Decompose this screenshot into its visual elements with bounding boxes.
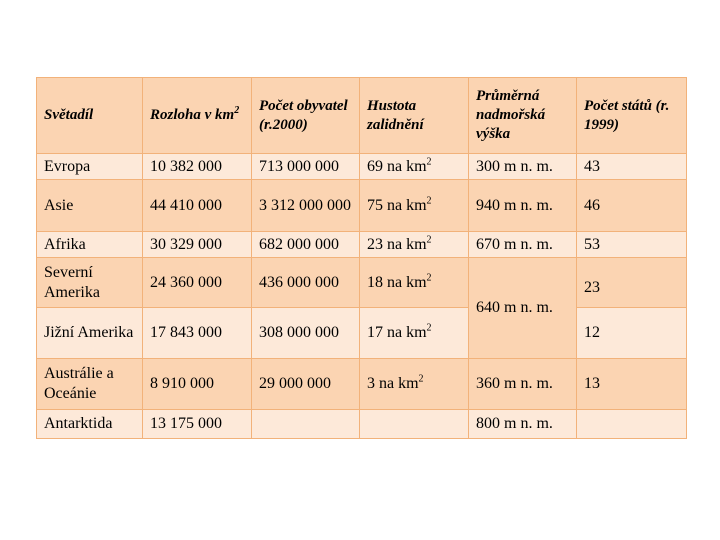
header-altitude: Průměrná nadmořská výška [469, 78, 577, 154]
cell-density: 3 na $km^2$ [360, 359, 469, 410]
cell-states: 12 [577, 308, 687, 359]
cell-continent: Antarktida [37, 410, 143, 439]
cell-population: 682 000 000 [252, 232, 360, 258]
cell-density: 23 na $km^2$ [360, 232, 469, 258]
cell-population-empty [252, 410, 360, 439]
cell-area: 17 843 000 [143, 308, 252, 359]
header-row [37, 78, 687, 154]
table-row [37, 180, 687, 232]
cell-states-empty [577, 410, 687, 439]
table-row [37, 232, 687, 258]
cell-continent: Austrálie a Oceánie [37, 359, 143, 410]
cell-altitude-americas: 640 m n. m. [469, 258, 577, 359]
cell-altitude: 670 m n. m. [469, 232, 577, 258]
cell-altitude: 300 m n. m. [469, 154, 577, 180]
cell-density: 75 na $km^2$ [360, 180, 469, 232]
cell-population: 308 000 000 [252, 308, 360, 359]
header-continent: Světadíl [37, 78, 143, 154]
cell-altitude: 940 m n. m. [469, 180, 577, 232]
cell-states: 13 [577, 359, 687, 410]
cell-area: 24 360 000 [143, 258, 252, 308]
header-area: Rozloha v $km^2$ [143, 78, 252, 154]
cell-states: 23 [577, 258, 687, 308]
header-states: Počet států (r. 1999) [577, 78, 687, 154]
cell-continent: Asie [37, 180, 143, 232]
table-row [37, 308, 687, 359]
cell-population: 713 000 000 [252, 154, 360, 180]
header-density: Hustota zalidnění [360, 78, 469, 154]
table-row [37, 154, 687, 180]
cell-altitude: 360 m n. m. [469, 359, 577, 410]
cell-density: 69 na $km^2$ [360, 154, 469, 180]
cell-continent: Afrika [37, 232, 143, 258]
cell-density-empty [360, 410, 469, 439]
cell-altitude: 800 m n. m. [469, 410, 577, 439]
continents-table [36, 77, 687, 439]
cell-density: 18 na $km^2$ [360, 258, 469, 308]
cell-continent: Jižní Amerika [37, 308, 143, 359]
cell-population: 29 000 000 [252, 359, 360, 410]
cell-states: 53 [577, 232, 687, 258]
cell-area: 13 175 000 [143, 410, 252, 439]
cell-area: 8 910 000 [143, 359, 252, 410]
cell-continent: Evropa [37, 154, 143, 180]
cell-density: 17 na $km^2$ [360, 308, 469, 359]
cell-population: 3 312 000 000 [252, 180, 360, 232]
cell-area: 30 329 000 [143, 232, 252, 258]
header-population: Počet obyvatel (r.2000) [252, 78, 360, 154]
cell-states: 46 [577, 180, 687, 232]
cell-area: 44 410 000 [143, 180, 252, 232]
cell-continent: Severní Amerika [37, 258, 143, 308]
cell-states: 43 [577, 154, 687, 180]
cell-population: 436 000 000 [252, 258, 360, 308]
table-row [37, 410, 687, 439]
table-row [37, 359, 687, 410]
table-row [37, 258, 687, 308]
cell-area: 10 382 000 [143, 154, 252, 180]
